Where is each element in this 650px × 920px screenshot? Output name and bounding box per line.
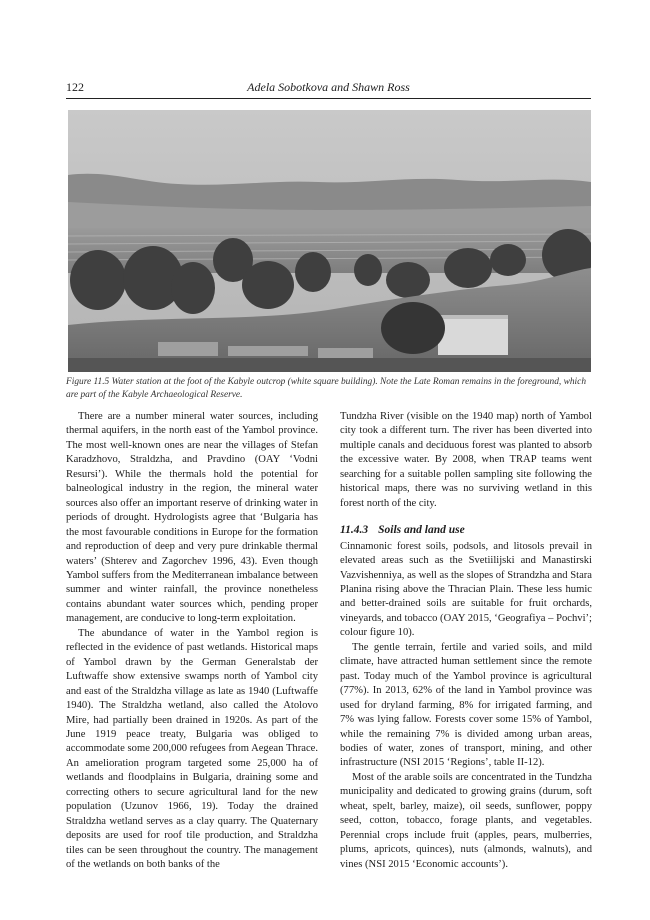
- paragraph: The gentle terrain, fertile and varied soils, and mild climate, have attracted human settlement since the remote past. Today much of the Yambol province is agricultural (77%). In 2013, 62% of the land in Yambol province was used for dryland farming, 8% for irrigated farming, and 7% was lying fallow. Forests cover some 15% of Yambol, while the remaining 7% is divided among urban areas, bodies of water, zones of transport, mining, and other infrastructure (NSI 2015 ‘Regions’, table II-12).: [340, 641, 592, 769]
- right-column: [340, 410, 592, 872]
- paragraph: Most of the arable soils are concentrated in the Tundzha municipality and dedicated to growing grains (durum, soft wheat, spelt, barley, maize), oil seeds, sunflower, poppy seed, cotton, tobacco, forage plants, and vegetables. Perennial crops include fruit (apples, pears, mulberries, plums, apricots, quinces), nuts (almonds, walnuts), and vines (NSI 2015 ‘Economic accounts’).: [340, 771, 592, 870]
- running-head: Adela Sobotkova and Shawn Ross: [247, 80, 410, 94]
- figure-caption: Figure 11.5 Water station at the foot of the Kabyle outcrop (white square building). Note the Late Roman remains in the foreground, which are part of the Kabyle Archaeological Reserve.: [66, 377, 586, 400]
- paragraph-continuation: Tundzha River (visible on the 1940 map) north of Yambol city took a different turn. The river has been diverted into multiple canals and deciduous forest was planted to absorb the excessive water. By 2008, when TRAP teams went searching for a suitable pollen sampling site following the historical maps, there was no surviving wetland in this forest north of the city.: [340, 411, 592, 509]
- page-number: 122: [66, 80, 84, 94]
- left-column: [66, 410, 318, 873]
- section-number: 11.4.3: [340, 524, 369, 537]
- section-heading: [340, 523, 592, 537]
- section-title: Soils and land use: [378, 524, 465, 537]
- paragraph: The abundance of water in the Yambol region is reflected in the evidence of past wetlands. Historical maps of Yambol drawn by the German Generalstab der Luftwaffe show extensive swamps north of Yambol city and east of the Straldzha village as late as 1940 (Luftwaffe 1940). The Straldzha wetland, also called the Atolovo Mire, had partially been drained in 1920s. As part of the June 1919 peace treaty, Bulgaria was obliged to accommodate some 200,000 refugees from Aegean Thrace. An amelioration program targeted some 25,000 ha of wetlands and floodplains in Bulgaria, draining some and correcting others to secure agricultural land for the new population (Uzunov 1966, 19). Today the drained Straldzha wetland serves as a clay quarry. The Quaternary deposits are used for roof tile production, and Straldzha tiles can be seen throughout the country. The management of the wetlands on both banks of the: [66, 627, 318, 871]
- page-header: [66, 78, 591, 99]
- figure-photo: [68, 110, 591, 372]
- paragraph: Cinnamonic forest soils, podsols, and litosols prevail in elevated areas such as the Svetiilijski and Manastirski Vazvishenniya, as well as the slopes of Strandzha and Stara Planina rising above the Thracian Plain. These less humic and better-drained soils are suitable for fruit orchards, vineyards, and tobacco (OAY 2015, ‘Geografiya – Pochvi’; colour figure 10).: [340, 540, 592, 639]
- paragraph: There are a number mineral water sources, including thermal aquifers, in the north east of the Yambol province. The most well-known ones are near the villages of Stefan Karadzhovo, Straldzha, and Pravdino (OAY ‘Vodni Resursi’). While the thermals hold the potential for balneological industry in the region, the mineral water sources also offer an important reserve of drinking water in periods of drought. Hydrologists agree that ‘Bulgaria has the most favourable conditions in Europe for the formation and reproduction of deep and very pure drinkable thermal waters’ (Shterev and Zagorchev 1996, 43). Even though Yambol suffers from the Mediterranean imbalance between summer and winter rainfall, the province nonetheless contains abundant water sources which, pending proper management, are conducive to long-term exploitation.: [66, 411, 318, 625]
